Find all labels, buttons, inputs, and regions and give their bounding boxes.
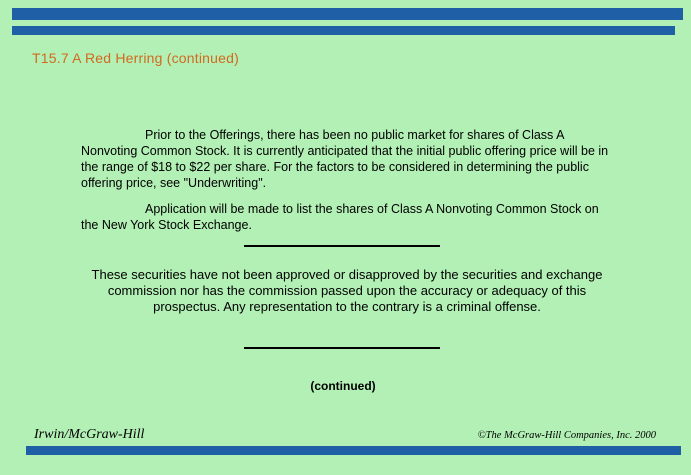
continued-label: (continued): [310, 379, 376, 393]
divider-bottom: [244, 347, 440, 349]
top-band: [12, 8, 683, 20]
footer-copyright: ©The McGraw-Hill Companies, Inc. 2000: [477, 430, 656, 441]
top-band-thin: [12, 26, 675, 35]
listing-paragraph: Application will be made to list the shares of Class A Nonvoting Common Stock on the New York Stock Exchange.: [81, 202, 599, 232]
sec-notice: These securities have not been approved or disapproved by the securities and exchange commission nor has the commission passed upon the accuracy or adequacy of this prospectus. Any representation to the contrary is a criminal offense.: [91, 267, 603, 314]
offering-price-paragraph: Prior to the Offerings, there has been no public market for shares of Class A Nonvoting Common Stock. It is currently anticipated that the initial public offering price will be in the range of $18 to $22 per share. For the factors to be considered in determining the public offering price, see "Underwriting".: [81, 128, 609, 190]
divider-top: [244, 245, 440, 247]
footer-publisher: Irwin/McGraw-Hill: [34, 427, 145, 442]
slide-title: T15.7 A Red Herring (continued): [32, 50, 239, 66]
bottom-band: [26, 446, 681, 455]
